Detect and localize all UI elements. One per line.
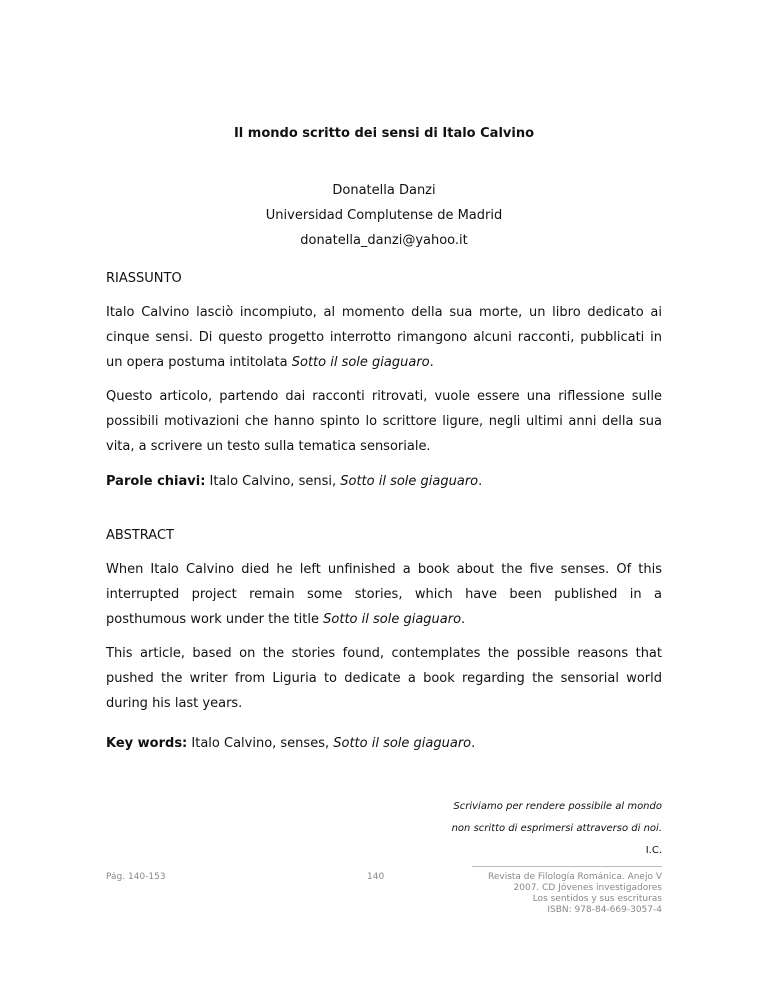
riassunto-paragraph-1 [106,300,662,375]
abstract-section [106,528,662,716]
footer-journal-line-4: ISBN: 978-84-669-3057-4 [547,905,662,915]
parole-chiavi-label: Parole chiavi: [106,474,206,489]
key-words-end: . [471,736,476,751]
riassunto-heading: RIASSUNTO [106,271,182,286]
footer-journal-info [488,872,662,916]
riassunto-p1-book-title: Sotto il sole giaguaro [291,355,430,370]
key-words-book-title: Sotto il sole giaguaro [333,736,472,751]
author-email: donatella_danzi@yahoo.it [300,233,468,248]
abstract-paragraph-1 [106,557,662,632]
abstract-p1-text: When Italo Calvino died he left unfinished a book about the five senses. Of this interrupted project remain some stories, which have been published in a posthumous work under the title [106,562,662,627]
abstract-heading: ABSTRACT [106,528,174,543]
footer-journal-line-1: Revista de Filología Románica. Anejo V [488,872,662,882]
footer-journal-line-3: Los sentidos y sus escrituras [532,894,662,904]
riassunto-section [106,271,662,459]
footer-page-number: 140 [367,872,385,882]
abstract-p1-book-title: Sotto il sole giaguaro [323,612,462,627]
abstract-p1-end: . [461,612,466,627]
parole-chiavi [106,474,662,489]
parole-chiavi-book-title: Sotto il sole giaguaro [340,474,479,489]
author-affiliation: Universidad Complutense de Madrid [265,208,503,223]
footer-page-range: Pág. 140-153 [106,872,166,882]
abstract-paragraph-2: This article, based on the stories found, contemplates the possible reasons that pushed the writer from Liguria to dedicate a book regarding the sensorial world during his last years. [106,646,662,711]
footer-journal-line-2: 2007. CD Jóvenes investigadores [513,883,662,893]
key-words-text: Italo Calvino, senses, [187,736,334,751]
footer-rule [472,866,662,867]
author-block [0,178,768,253]
riassunto-p1-text: Italo Calvino lasciò incompiuto, al momento della sua morte, un libro dedicato ai cinque sensi. Di questo progetto interrotto rimangono alcuni racconti, pubblicati in un opera postuma intitolata [106,305,662,370]
epigraph-line-1: Scriviamo per rendere possibile al mondo [453,801,662,812]
key-words [106,736,662,751]
epigraph [452,796,662,862]
parole-chiavi-end: . [478,474,483,489]
epigraph-line-2: non scritto di esprimersi attraverso di noi. [451,823,662,834]
riassunto-p1-end: . [429,355,434,370]
key-words-label: Key words: [106,736,188,751]
epigraph-signature: I.C. [645,845,662,856]
riassunto-paragraph-2: Questo articolo, partendo dai racconti ritrovati, vuole essere una riflessione sulle possibili motivazioni che hanno spinto lo scrittore ligure, negli ultimi anni della sua vita, a scrivere un testo sulla tematica sensoriale. [106,389,662,454]
parole-chiavi-text: Italo Calvino, sensi, [205,474,341,489]
author-name: Donatella Danzi [332,183,436,198]
article-title: Il mondo scritto dei sensi di Italo Calvino [233,126,535,141]
